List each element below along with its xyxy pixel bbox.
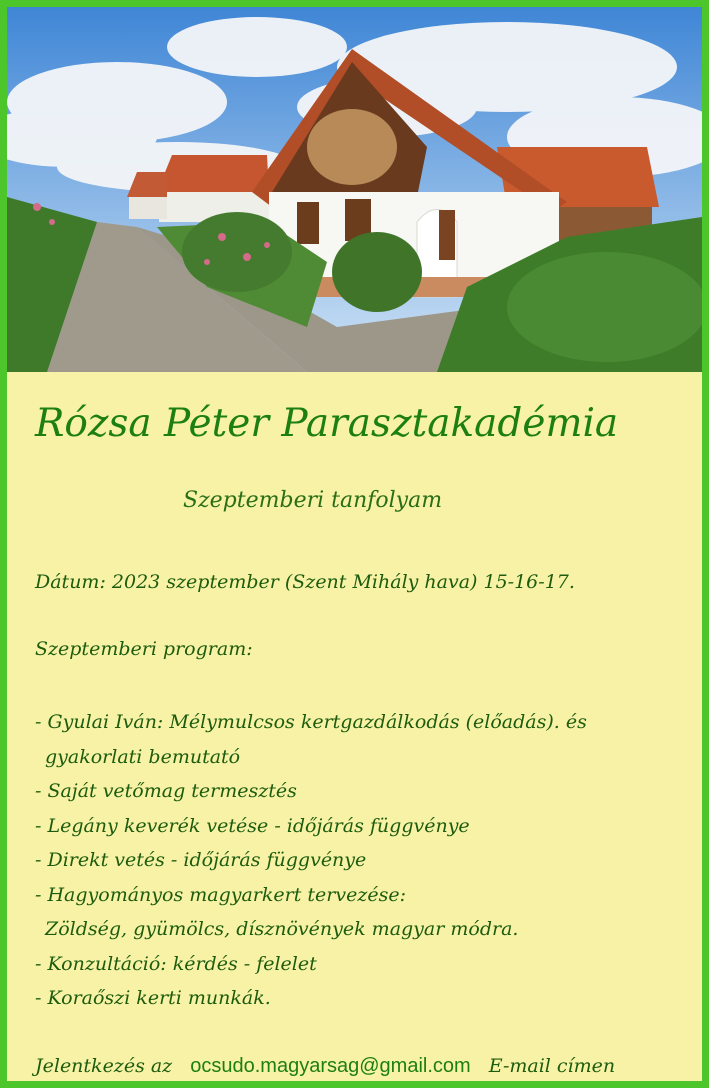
page-title: Rózsa Péter Parasztakadémia	[35, 401, 619, 446]
program-item: - Koraőszi kerti munkák.	[35, 987, 271, 1009]
program-item: - Direkt vetés - időjárás függvénye	[35, 849, 367, 871]
announcement-text	[7, 372, 702, 1081]
village-house-illustration	[7, 7, 702, 372]
village-house-photo	[7, 7, 702, 372]
program-item: - Saját vetőmag termesztés	[35, 780, 297, 802]
footer-suffix: E-mail címen	[488, 1055, 616, 1077]
course-subtitle: Szeptemberi tanfolyam	[183, 488, 443, 513]
email-link[interactable]: ocsudo.magyarsag@gmail.com	[190, 1055, 471, 1077]
registration-footer	[35, 1052, 615, 1080]
program-item: Zöldség, gyümölcs, dísznövények magyar módra.	[45, 918, 519, 940]
program-item: gyakorlati bemutató	[45, 745, 241, 768]
program-item: - Gyulai Iván: Mélymulcsos kertgazdálkodás (előadás). és	[35, 711, 587, 733]
date-line: Dátum: 2023 szeptember (Szent Mihály hava) 15-16-17.	[35, 571, 575, 593]
program-item: - Legány keverék vetése - időjárás függvénye	[35, 814, 470, 837]
footer-prefix: Jelentkezés az	[35, 1055, 173, 1077]
program-item: - Hagyományos magyarkert tervezése:	[35, 883, 406, 906]
program-list	[35, 705, 587, 1016]
program-heading: Szeptemberi program:	[35, 638, 253, 660]
program-item: - Konzultáció: kérdés - felelet	[35, 952, 317, 975]
